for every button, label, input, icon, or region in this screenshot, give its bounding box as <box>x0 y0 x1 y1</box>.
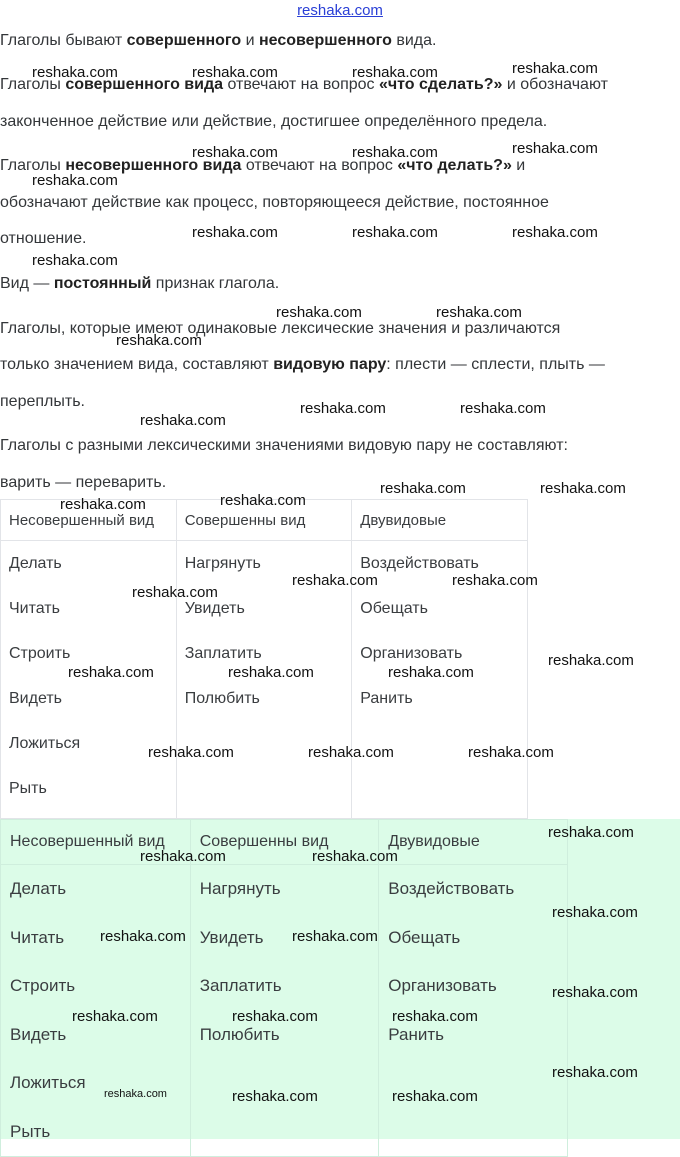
header-biaspectual: Двувидовые <box>379 820 568 865</box>
watermark: reshaka.com <box>548 652 634 669</box>
verb-aspect-table-answer <box>0 819 568 1157</box>
list-item: Читать <box>10 927 65 947</box>
watermark: reshaka.com <box>192 224 278 241</box>
watermark: reshaka.com <box>308 744 394 761</box>
paragraph-no-pair: Глаголы с разными лексическими значениями видовую пару не составляют: <box>0 437 568 454</box>
header-imperfective: Несовершенный вид <box>1 820 191 865</box>
watermark: reshaka.com <box>452 572 538 589</box>
watermark: reshaka.com <box>352 144 438 161</box>
list-item: Делать <box>9 555 62 572</box>
watermark: reshaka.com <box>140 848 226 865</box>
watermark: reshaka.com <box>548 824 634 841</box>
watermark: reshaka.com <box>292 572 378 589</box>
list-item: Увидеть <box>199 927 264 947</box>
list-item: Заплатить <box>184 645 262 662</box>
watermark: reshaka.com <box>540 480 626 497</box>
paragraph-perfective: Глаголы совершенного вида отвечают на вопрос «что сделать?» и обозначают <box>0 76 608 93</box>
watermark: reshaka.com <box>512 224 598 241</box>
list-item: Нагрянуть <box>184 555 261 572</box>
list-item: Обещать <box>388 927 461 947</box>
list-item: Строить <box>9 645 71 662</box>
list-item: Ранить <box>388 1024 445 1044</box>
watermark: reshaka.com <box>512 60 598 77</box>
paragraph-perfective-line2: законченное действие или действие, достигшее определённого предела. <box>0 113 548 130</box>
list-item: Воздействовать <box>388 879 515 898</box>
watermark: reshaka.com <box>512 140 598 157</box>
watermark: reshaka.com <box>292 928 378 945</box>
watermark: reshaka.com <box>552 1064 638 1081</box>
paragraph-constant: Вид — постоянный признак глагола. <box>0 275 280 292</box>
list-item: Читать <box>9 600 60 617</box>
watermark: reshaka.com <box>228 664 314 681</box>
watermark: reshaka.com <box>192 144 278 161</box>
paragraph-imperfective: Глаголы несовершенного вида отвечают на вопрос «что делать?» и <box>0 157 526 174</box>
list-item: Ложиться <box>9 735 81 752</box>
paragraph-aspect-pair-line2: только значением вида, составляют видовую пару: плести — сплести, плыть — <box>0 356 605 373</box>
watermark: reshaka.com <box>300 400 386 417</box>
watermark: reshaka.com <box>60 496 146 513</box>
watermark: reshaka.com <box>32 252 118 269</box>
list-item: Видеть <box>10 1024 67 1044</box>
watermark: reshaka.com <box>72 1008 158 1025</box>
watermark: reshaka.com <box>552 984 638 1001</box>
watermark: reshaka.com <box>460 400 546 417</box>
list-item: Воздействовать <box>360 555 479 572</box>
paragraph-imperfective-line2: обозначают действие как процесс, повторяющееся действие, постоянное <box>0 194 549 211</box>
watermark: reshaka.com <box>132 584 218 601</box>
list-item: Рыть <box>9 780 47 797</box>
watermark: reshaka.com <box>140 412 226 429</box>
watermark: reshaka.com <box>232 1088 318 1105</box>
watermark: reshaka.com <box>312 848 398 865</box>
list-item: Организовать <box>360 645 463 662</box>
header-imperfective: Несовершенный вид <box>1 500 177 541</box>
watermark: reshaka.com <box>380 480 466 497</box>
watermark: reshaka.com <box>468 744 554 761</box>
watermark: reshaka.com <box>32 172 118 189</box>
watermark: reshaka.com <box>352 224 438 241</box>
watermark: reshaka.com <box>232 1008 318 1025</box>
watermark: reshaka.com <box>276 304 362 321</box>
header-biaspectual: Двувидовые <box>352 500 528 541</box>
watermark: reshaka.com <box>552 904 638 921</box>
answer-block <box>0 819 680 1139</box>
verb-aspect-table <box>0 499 528 819</box>
watermark: reshaka.com <box>192 64 278 81</box>
paragraph-aspect-pair-line3: переплыть. <box>0 393 85 410</box>
list-item: Видеть <box>9 690 62 707</box>
header-perfective: Совершенны вид <box>176 500 352 541</box>
watermark: reshaka.com <box>392 1088 478 1105</box>
list-item: Делать <box>10 879 67 898</box>
list-item: Увидеть <box>184 600 245 617</box>
watermark: reshaka.com <box>104 1088 167 1100</box>
watermark: reshaka.com <box>220 492 306 509</box>
header-perfective: Совершенны вид <box>190 820 379 865</box>
watermark: reshaka.com <box>68 664 154 681</box>
list-item: Обещать <box>360 600 428 617</box>
watermark: reshaka.com <box>436 304 522 321</box>
watermark: reshaka.com <box>116 332 202 349</box>
list-item: Организовать <box>388 976 497 995</box>
paragraph-no-pair-line2: варить — переварить. <box>0 474 167 491</box>
watermark: reshaka.com <box>148 744 234 761</box>
list-item: Полюбить <box>184 690 260 707</box>
list-item: Рыть <box>10 1121 51 1141</box>
paragraph-imperfective-line3: отношение. <box>0 230 87 247</box>
list-item: Строить <box>10 976 76 995</box>
list-item: Нагрянуть <box>199 879 281 898</box>
list-item: Ложиться <box>10 1073 86 1092</box>
list-item: Ранить <box>360 690 413 707</box>
watermark: reshaka.com <box>352 64 438 81</box>
list-item: Заплатить <box>199 976 282 995</box>
watermark: reshaka.com <box>388 664 474 681</box>
site-link[interactable]: reshaka.com <box>297 2 383 19</box>
watermark: reshaka.com <box>100 928 186 945</box>
watermark: reshaka.com <box>392 1008 478 1025</box>
list-item: Полюбить <box>199 1024 280 1044</box>
paragraph-aspect-pair: Глаголы, которые имеют одинаковые лексические значения и различаются <box>0 320 561 337</box>
watermark: reshaka.com <box>32 64 118 81</box>
paragraph-aspects: Глаголы бывают совершенного и несовершенного вида. <box>0 32 437 49</box>
